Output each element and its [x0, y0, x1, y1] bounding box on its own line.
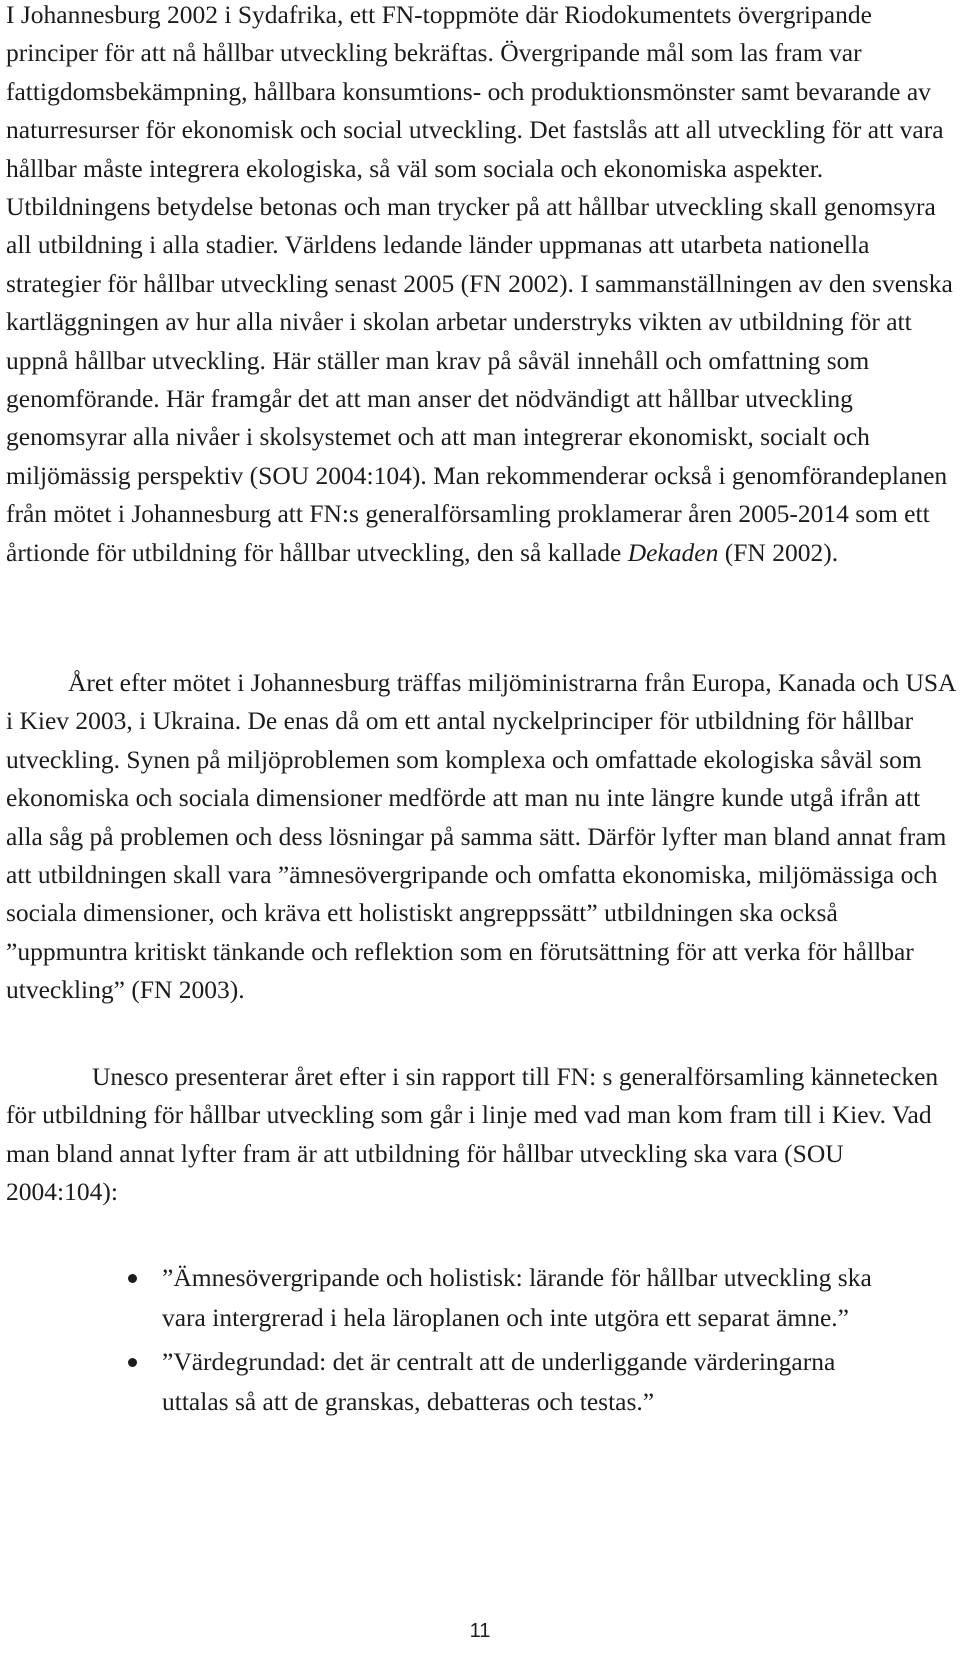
paragraph-unesco: Unesco presenterar året efter i sin rapport till FN: s generalförsamling kännetecken för utbildning för hållbar utveckling som går i linje med vad man kom fram till i Kiev. Vad man bland annat lyfter fram är att utbildning för hållbar utveckling ska vara (SOU 2004:104): — [6, 1062, 939, 1207]
paragraph-text: I Johannesburg 2002 i Sydafrika, ett FN-toppmöte där Riodokumentets övergripande principer för att nå hållbar utveckling bekräftas. Övergripande mål som las fram var fattigdomsbekämpning, hållbara konsumtions- och produktionsmönster samt bevarande av naturresurser för ekonomisk och social utveckling. Det fastslås att all utveckling för att vara hållbar måste integrera ekologiska, så väl som sociala och ekonomiska aspekter. Utbildningens betydelse betonas och man trycker på att hållbar utveckling skall genomsyra all utbildning i alla stadier. Världens ledande länder uppmanas att utarbeta nationella strategier för hållbar utveckling senast 2005 (FN 2002). I sammanställningen av den svenska kartläggningen av hur alla nivåer i skolan arbetar understryks vikten av utbildning för att uppnå hållbar utveckling. Här ställer man krav på såväl innehåll och omfattning som genomförande. Här framgår det att man anser det nödvändigt att hållbar utveckling genomsyrar alla nivåer i skolsystemet och att man integrerar ekonomiskt, socialt och miljömässig perspektiv (SOU 2004:104). Man rekommenderar också i genomförandeplanen från mötet i Johannesburg att FN:s generalförsamling proklamerar åren 2005-2014 som ett årtionde för utbildning för hållbar utveckling, den så kallade — [6, 0, 953, 567]
paragraph-johannesburg — [6, 0, 956, 572]
list-item — [6, 1342, 902, 1422]
paragraph-text-end: (FN 2002). — [718, 537, 839, 567]
list-item-text: ”Ämnesövergripande och holistisk: lärande för hållbar utveckling ska vara intergrerad i hela läroplanen och inte utgöra ett separat ämne.” — [162, 1263, 872, 1332]
bullet-icon — [128, 1274, 137, 1283]
bullet-list — [6, 1258, 956, 1426]
page-number: 11 — [469, 1620, 491, 1642]
dekaden-term: Dekaden — [627, 537, 719, 567]
list-item-text: ”Värdegrundad: det är centralt att de underliggande värderingarna uttalas så att de granskas, debatteras och testas.” — [162, 1347, 836, 1416]
paragraph-kiev: Året efter mötet i Johannesburg träffas miljöministrarna från Europa, Kanada och USA i Kiev 2003, i Ukraina. De enas då om ett antal nyckelprinciper för utbildning för hållbar utveckling. Synen på miljöproblemen som komplexa och omfattade ekologiska såväl som ekonomiska och sociala dimensioner medförde att man nu inte längre kunde utgå ifrån att alla såg på problemen och dess lösningar på samma sätt. Därför lyfter man bland annat fram att utbildningen skall vara ”ämnesövergripande och omfatta ekonomiska, miljömässiga och sociala dimensioner, och kräva ett holistiskt angreppssätt” utbildningen ska också ”uppmuntra kritiskt tänkande och reflektion som en förutsättning för att verka för hållbar utveckling” (FN 2003). — [6, 668, 956, 1005]
bullet-icon — [128, 1358, 137, 1367]
list-item — [6, 1258, 902, 1338]
